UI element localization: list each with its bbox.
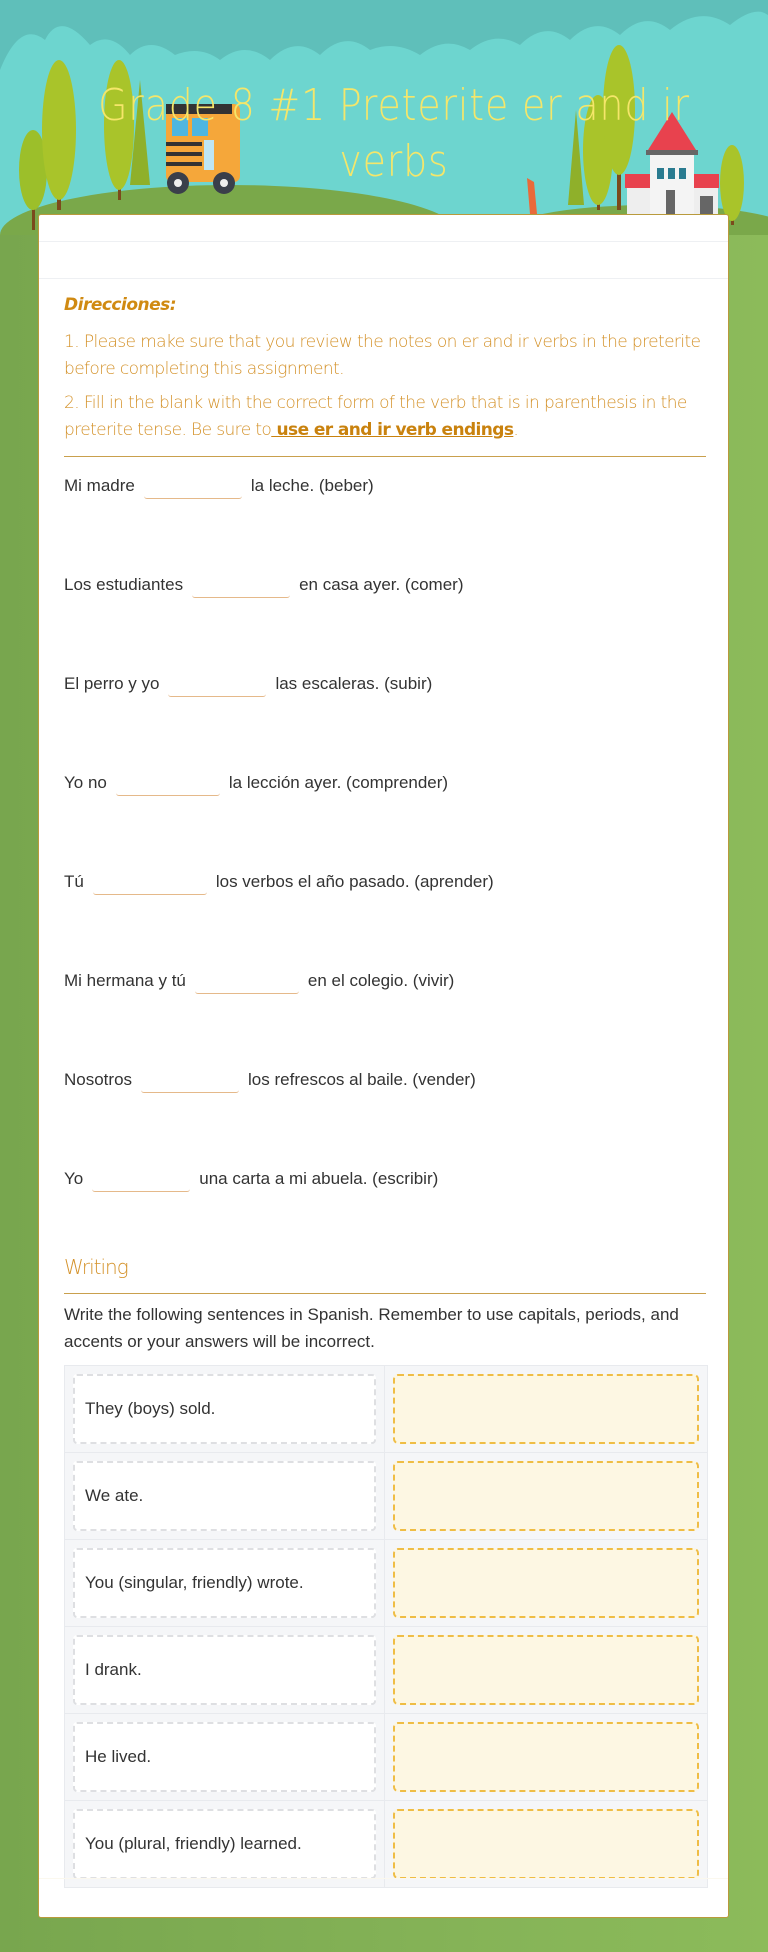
answer-blank-input[interactable] [141,1070,239,1093]
fill-in-question-4 [64,765,448,793]
answer-blank-input[interactable] [192,575,290,598]
direction-2-emphasis: use er and ir verb endings [271,420,514,440]
question-text-after: en el colegio. (vivir) [307,971,455,990]
question-text-after: las escaleras. (subir) [275,674,433,693]
fill-in-question-7 [64,1062,476,1090]
table-row [65,1453,707,1540]
direction-2-text: 2. Fill in the blank with the correct form of the verb that is in parenthesis in the preterite tense. Be sure to [64,393,687,440]
answer-blank-input[interactable] [195,971,299,994]
page-title: Grade 8 #1 Preterite er and ir verbs [98,80,690,187]
answer-blank-input[interactable] [168,674,266,697]
fill-in-question-2 [64,567,464,595]
worksheet-card [38,214,729,1918]
question-text-after: la leche. (beber) [250,476,374,495]
question-text-before: Los estudiantes [64,575,184,594]
question-text-before: Tú [64,872,84,891]
answer-drop-field[interactable] [393,1635,699,1705]
card-bottom-band [39,1878,728,1907]
writing-instructions: Write the following sentences in Spanish. Remember to use capitals, periods, and accents or your answers will be incorrect. [64,1305,679,1351]
fill-in-question-3 [64,666,432,694]
prompt-card: We ate. [73,1461,376,1531]
answer-blank-input[interactable] [116,773,220,796]
fill-in-question-6 [64,963,454,991]
prompt-card: You (plural, friendly) learned. [73,1809,376,1879]
answer-blank-input[interactable] [92,1169,190,1192]
answer-drop-field[interactable] [393,1461,699,1531]
prompt-card: You (singular, friendly) wrote. [73,1548,376,1618]
question-text-before: Mi madre [64,476,135,495]
answer-drop-field[interactable] [393,1809,699,1879]
fill-in-question-8 [64,1161,438,1189]
question-text-before: El perro y yo [64,674,160,693]
table-row [65,1714,707,1801]
answer-drop-field[interactable] [393,1722,699,1792]
answer-drop-field[interactable] [393,1548,699,1618]
fill-in-question-5 [64,864,494,892]
prompt-card: They (boys) sold. [73,1374,376,1444]
answer-drop-field[interactable] [393,1374,699,1444]
writing-table [64,1365,708,1888]
question-text-after: en casa ayer. (comer) [299,575,464,594]
answer-blank-input[interactable] [93,872,207,895]
direction-1: 1. Please make sure that you review the notes on er and ir verbs in the preterite before completing this assignment. [64,332,701,379]
table-row [65,1801,707,1887]
table-row [65,1366,707,1453]
writing-divider [64,1293,706,1294]
question-text-before: Nosotros [64,1070,133,1089]
question-text-before: Mi hermana y tú [64,971,186,990]
question-text-after: los verbos el año pasado. (aprender) [215,872,494,891]
prompt-card: He lived. [73,1722,376,1792]
question-text-after: la lección ayer. (comprender) [228,773,449,792]
question-text-after: una carta a mi abuela. (escribir) [199,1169,439,1188]
table-row [65,1627,707,1714]
answer-blank-input[interactable] [144,476,242,499]
prompt-card: I drank. [73,1635,376,1705]
writing-heading: Writing [64,1255,128,1279]
directions-heading: Direcciones: [64,295,177,315]
question-text-before: Yo [64,1169,84,1188]
table-row [65,1540,707,1627]
card-top-band [39,241,728,279]
fill-in-question-1 [64,468,374,496]
question-text-after: los refrescos al baile. (vender) [248,1070,476,1089]
direction-2 [64,390,714,444]
section-divider [64,456,706,457]
header-banner [0,0,768,235]
direction-2-suffix: . [513,420,519,440]
question-text-before: Yo no [64,773,107,792]
